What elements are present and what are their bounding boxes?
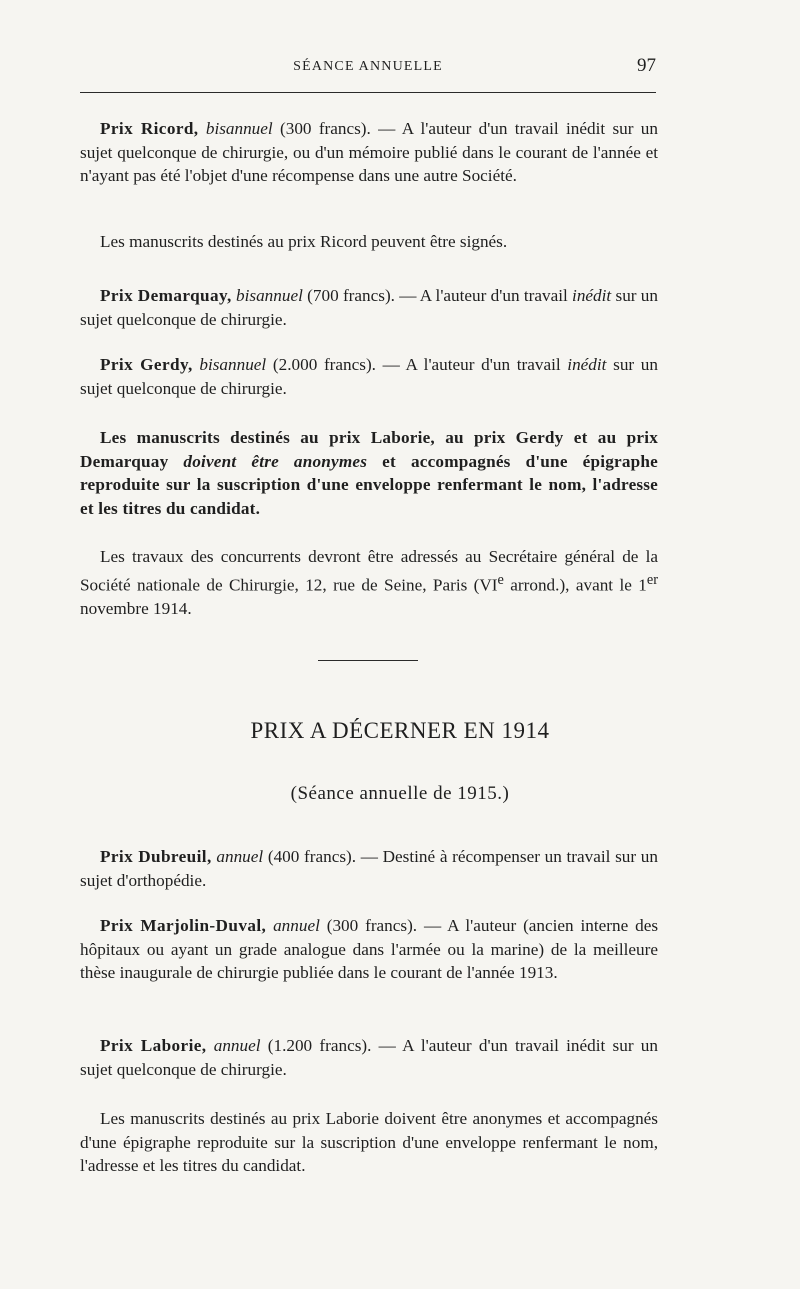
prize-name: Prix Demarquay, <box>100 286 232 305</box>
prize-frequency: annuel <box>213 1036 261 1055</box>
prize-ricord <box>80 117 658 188</box>
note-text-end: et accompagnés d'une épigraphe reproduite sur la suscription d'une enveloppe renfermant le nom, l'adresse et les titres du candidat. <box>80 451 658 518</box>
prize-description: (300 francs). — A l'auteur (ancien interne des hôpitaux ou ayant un grade analogue dans l'armée ou la marine) de la meilleure thèse inaugurale de chirurgie publiée dans le courant de l'année 1913. <box>80 916 659 982</box>
section-divider <box>318 660 418 661</box>
prize-demarquay <box>80 284 658 331</box>
prize-description: (700 francs). — A l'auteur d'un travail <box>302 286 573 305</box>
prize-frequency: bisannuel <box>236 286 303 305</box>
superscript: e <box>497 571 504 588</box>
prize-gerdy <box>80 353 658 400</box>
prize-description: (400 francs). — Destiné à récompenser un travail sur un sujet d'orthopédie. <box>80 847 658 890</box>
anonymity-note <box>80 426 658 520</box>
prize-description: (1.200 francs). — A l'auteur d'un travail inédit sur un sujet quelconque de chirurgie. <box>80 1036 658 1079</box>
laborie-note <box>80 1107 658 1178</box>
running-title: SÉANCE ANNUELLE <box>293 59 443 74</box>
prize-frequency: annuel <box>216 847 264 866</box>
note-text-end: novembre 1914. <box>80 598 192 618</box>
note-text: Les travaux des concurrents devront être adressés au Secrétaire général de la Société nationale de Chirurgie, 12, rue de Seine, Paris (VI <box>80 547 658 595</box>
prize-description-end: sur un sujet quelconque de chirurgie. <box>80 355 658 398</box>
header-rule <box>80 92 656 93</box>
prize-name: Prix Laborie, <box>100 1036 207 1055</box>
ricord-note <box>80 230 658 254</box>
prize-description-end: sur un sujet quelconque de chirurgie. <box>80 286 658 329</box>
note-text-mid: arrond.), avant le 1 <box>503 575 647 595</box>
prize-marjolin-duval <box>80 914 658 985</box>
prize-name: Prix Gerdy, <box>100 355 193 374</box>
note-text: Les manuscrits destinés au prix Laborie, au prix Gerdy et au prix Demarquay <box>80 428 658 471</box>
prize-description: (300 francs). — A l'auteur d'un travail inédit sur un sujet quelconque de chirurgie, ou d'un mémoire publié dans le courant de l'année et n'ayant pas été l'objet d'une récompense dans une autre Société. <box>80 119 658 185</box>
prize-frequency: annuel <box>273 916 320 935</box>
note-italic: doivent être anonymes <box>183 451 368 471</box>
prize-name: Prix Marjolin-Duval, <box>100 916 267 935</box>
inedit-italic: inédit <box>567 355 607 374</box>
inedit-italic: inédit <box>572 286 612 305</box>
note-text: Les manuscrits destinés au prix Laborie doivent être anonymes et accompagnés d'une épigraphe reproduite sur la suscription d'une enveloppe renfermant le nom, l'adresse et les titres du candidat. <box>80 1109 658 1175</box>
prize-name: Prix Dubreuil, <box>100 847 212 866</box>
prize-frequency: bisannuel <box>199 355 267 374</box>
prize-laborie <box>80 1034 658 1081</box>
page-number: 97 <box>637 55 656 76</box>
section-subtitle: (Séance annuelle de 1915.) <box>290 783 510 804</box>
note-text: Les manuscrits destinés au prix Ricord peuvent être signés. <box>100 232 508 251</box>
page-header <box>80 55 656 85</box>
prize-description: (2.000 francs). — A l'auteur d'un travail <box>266 355 568 374</box>
address-note <box>80 545 658 620</box>
prize-frequency: bisannuel <box>205 119 273 138</box>
section-title: PRIX A DÉCERNER EN 1914 <box>250 718 550 743</box>
prize-name: Prix Ricord, <box>100 119 199 138</box>
prize-dubreuil <box>80 845 658 892</box>
superscript: er <box>646 571 658 588</box>
